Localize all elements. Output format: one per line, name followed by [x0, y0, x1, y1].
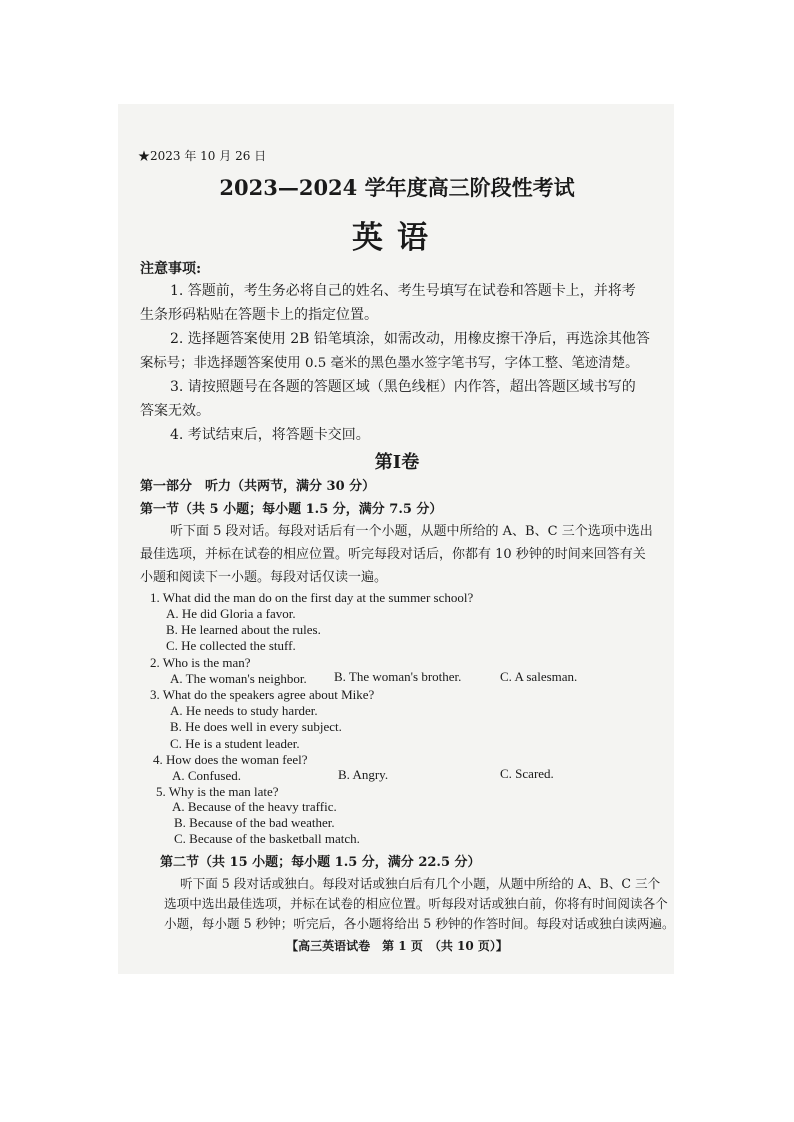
option-c: C. He collected the stuff.: [166, 638, 296, 653]
option-a: A. He needs to study harder.: [170, 703, 318, 718]
question-text: 2. Who is the man?: [150, 655, 251, 670]
section1-instructions: 小题和阅读下一小题。每段对话仅读一遍。: [140, 570, 388, 585]
section1-instructions: 听下面 5 段对话。每段对话后有一个小题，从题中所给的 A、B、C 三个选项中选出: [170, 524, 653, 539]
option-a: A. The woman's neighbor.: [170, 671, 307, 686]
question-text: 4. How does the woman feel?: [153, 752, 308, 767]
section2-instructions: 小题，每小题 5 秒钟；听完后，各小题将给出 5 秒钟的作答时间。每段对话或独白读两遍。: [164, 916, 675, 931]
option-c: C. Because of the basketball match.: [174, 831, 360, 846]
question-text: 3. What do the speakers agree about Mike?: [150, 687, 375, 702]
volume-heading: 第Ⅰ卷: [374, 452, 420, 473]
section2-instructions: 听下面 5 段对话或独白。每段对话或独白后有几个小题，从题中所给的 A、B、C 三个: [180, 876, 661, 891]
section1-instructions: 最佳选项，并标在试卷的相应位置。听完每段对话后，你都有 10 秒钟的时间来回答有关: [140, 547, 646, 562]
section1-heading: 第一节（共 5 小题；每小题 1.5 分，满分 7.5 分）: [140, 502, 443, 517]
option-c: C. A salesman.: [500, 669, 578, 684]
exam-subject: 英语: [352, 220, 442, 256]
section2-instructions: 选项中选出最佳选项，并标在试卷的相应位置。听每段对话或独白前，你将有时间阅读各个: [164, 896, 668, 911]
part1-heading: 第一部分 听力（共两节，满分 30 分）: [140, 479, 376, 494]
question-text: 5. Why is the man late?: [156, 784, 279, 799]
page-footer: 【高三英语试卷 第 1 页 （共 10 页）】: [286, 939, 508, 953]
option-b: B. Because of the bad weather.: [174, 815, 335, 830]
notice-line: 3. 请按照题号在各题的答题区域（黑色线框）内作答，超出答题区域书写的: [170, 379, 636, 395]
option-b: B. He does well in every subject.: [170, 719, 342, 734]
notice-line: 案标号；非选择题答案使用 0.5 毫米的黑色墨水签字笔书写，字体工整、笔迹清楚。: [140, 356, 639, 371]
exam-date: ★2023 年 10 月 26 日: [138, 149, 267, 163]
option-a: A. Because of the heavy traffic.: [172, 799, 337, 814]
option-a: A. He did Gloria a favor.: [166, 606, 296, 621]
notice-line: 2. 选择题答案使用 2B 铅笔填涂，如需改动，用橡皮擦干净后，再选涂其他答: [170, 331, 650, 347]
option-b: B. Angry.: [338, 767, 389, 782]
option-a: A. Confused.: [172, 768, 241, 783]
option-b: B. He learned about the rules.: [166, 622, 321, 637]
option-b: B. The woman's brother.: [334, 669, 462, 684]
notice-heading: 注意事项:: [140, 261, 202, 277]
notice-line: 答案无效。: [140, 403, 210, 419]
section2-heading: 第二节（共 15 小题；每小题 1.5 分，满分 22.5 分）: [160, 855, 481, 870]
question-text: 1. What did the man do on the first day at the summer school?: [150, 590, 474, 605]
exam-title: 2023—2024 学年度高三阶段性考试: [219, 175, 575, 200]
option-c: C. He is a student leader.: [170, 736, 300, 751]
notice-line: 4. 考试结束后，将答题卡交回。: [170, 427, 370, 443]
option-c: C. Scared.: [500, 766, 554, 781]
notice-line: 1. 答题前，考生务必将自己的姓名、考生号填写在试卷和答题卡上，并将考: [170, 283, 636, 299]
notice-line: 生条形码粘贴在答题卡上的指定位置。: [140, 307, 378, 323]
